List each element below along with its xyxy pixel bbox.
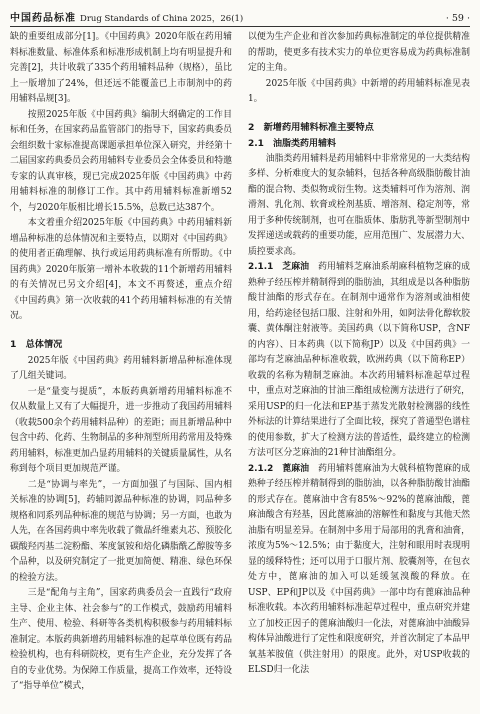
- paragraph: 2025年版《中国药典》中新增的药用辅料标准见表1。: [248, 78, 470, 104]
- paragraph: 缺的重要组成部分[1]。《中国药典》2020年版在药用辅料标准数量、标准体系和标准形成机制上均有明显提升和完善[2]，共计收载了335个药用辅料品种（规格），虽比上一版增加了24%，但还远不能覆盖已上市制剂中的药用辅料品规[3]。: [10, 32, 232, 104]
- journal-title: [10, 9, 243, 24]
- paragraph: 2025年版《中国药典》药用辅料新增品种标准体现了几组关键词。: [10, 355, 232, 381]
- paragraph: 二是“协调与率先”，一方面加强了与国际、国内相关标准的协调[5]，药辅同源品种标准的协调，同品种多规格和同系列品种标准的规范与协调；另一方面，也敢为人先，在各国药典中率先收载了微晶纤维素丸芯、预胶化碳酸羟丙基二淀粉酯、苯度氯铵和焙化磷脂酰乙醇胺等多个品种，以及研究制定了一批更加简便、精准、绿色环保的检验方法。: [10, 479, 232, 583]
- section-heading: 2 新增药用辅料标准主要特点: [248, 121, 374, 133]
- journal-name-en: Drug Standards of China 2025，26(1): [80, 14, 244, 24]
- subsubsection-heading: 2.1.1 芝麻油: [248, 262, 310, 272]
- section-heading: 1 总体情况: [10, 338, 63, 350]
- subsection-heading: 2.1 油脂类药用辅料: [248, 138, 336, 149]
- paragraph-text: 药用辅料芝麻油系胡麻科植物芝麻的成熟种子经压榨并精制得到的脂肪油，其组成是以各种脂肪酸甘油酯的形式存在。在制剂中通常作为溶剂或油相使用，给药途径包括口服、注射和外用，如阿法骨化醇软胶囊、黄体酮注射液等。美国药典（以下简称USP，含NF的内容）、日本药典（以下简称JP）以及《中国药典》一部均有芝麻油品种标准收载，欧洲药典（以下简称EP）收载的名称为精制芝麻油。本次药用辅料标准起草过程中，重点对芝麻油的甘油三酯组成检测方法进行了研究，采用USP的归一化法和EP基于蒸发光散射检测器的线性外标法的计算结果进行了全面比较，探究了普通型色谱柱的使用参数，扩大了检测方法的普适性，最终建立的检测方法可区分芝麻油的21种甘油酯组分。: [248, 262, 470, 458]
- page-number: · 59 ·: [445, 13, 470, 24]
- right-column: [248, 30, 470, 708]
- paragraph: 三是“配角与主角”，国家药典委员会一直践行“政府主导、企业主体、社会参与”的工作模式，鼓励药用辅料生产、使用、检验、科研等各类机构积极参与药用辅料标准制定。本版药典新增药用辅料标准的起草单位既有药品检验机构，也有科研院校，更有生产企业，充分发挥了各自的专业优势。为保障工作质量，提高工作效率，还特设了“指导单位”模式，: [10, 588, 232, 691]
- paragraph-with-subheading: [248, 260, 470, 462]
- paragraph-with-subheading: [248, 462, 470, 679]
- paragraph: 一是“量变与提质”，本版药典新增药用辅料标准不仅从数量上又有了大幅提升，进一步推动了我国药用辅料（收载500余个药用辅料品种）的差距；而且新增品种中包含中药、化药、生物制品的多种剂型所用药常用及特殊药用辅料，标准更加凸显药用辅料的关键质量属性，从名称到每个项目更加规范严谨。: [10, 386, 232, 474]
- paragraph: 油脂类药用辅料是药用辅料中非常常见的一大类结构多样、分析难度大的复杂辅料，包括各种高级脂肪酸甘油酯的混合物、类似物或衍生物。这类辅料可作为溶剂、润滑剂、乳化剂、软膏或栓剂基质、增溶剂、稳定剂等，常用于多种传统制剂，也可在脂质体、脂肪乳等新型制剂中发挥递送或载药的重要功能，应用范围广、发展潜力大、质控要求高。: [248, 153, 470, 257]
- paragraph: 本文着重介绍2025年版《中国药典》中药用辅料新增品种标准的总体情况和主要特点，以期对《中国药典》的使用者正确理解、执行或运用药典标准有所帮助。《中国药典》2020年版第一增补本收载的11个新增药用辅料的有关情况已另文介绍[4]，本文不再赘述，重点介绍《中国药典》第一次收载的41个药用辅料标准的有关情况。: [10, 218, 232, 321]
- page-header: [10, 6, 470, 27]
- journal-name-cn: 中国药品标准: [10, 13, 76, 24]
- left-column: [10, 30, 232, 708]
- paragraph-text: 药用辅料蓖麻油为大戟科植物蓖麻的成熟种子经压榨并精制得到的脂肪油，以各种脂肪酸甘油酯的形式存在。蓖麻油中含有85%～92%的蓖麻油酸，蓖麻油酸含有羟基，因此蓖麻油的溶解性和黏度与其他天然油脂有明显差异。在制剂中多用于局部用的乳膏和油膏，浓度为5%～12.5%；由于黏度大，注射和眼用时表现明显的缓释特性；还可以用于口服片剂、胶囊剂等，在包衣处方中，蓖麻油的加入可以延缓氢溴酸的释放。在USP、EP和JP以及《中国药典》一部中均有蓖麻油品种标准收载。本次药用辅料标准起草过程中，重点研究并建立了加校正因子的蓖麻油酸归一化法，对蓖麻油中油酸异构体异油酸进行了定性和限度研究，并首次制定了本品甲氧基苯胺值（供注射用）的限度。此外，对USP收载的ELSD归一化法: [248, 463, 470, 675]
- paragraph: 以便为生产企业和首次参加药典标准制定的单位提供精准的帮助，使更多有技术实力的单位更容易成为药典标准制定的主角。: [248, 32, 470, 73]
- subsubsection-heading: 2.1.2 蓖麻油: [248, 463, 310, 474]
- paragraph: 按照2025年版《中国药典》编制大纲确定的工作目标和任务，在国家药品监管部门的指导下，国家药典委员会组织数十家标准提高课题承担单位深入研究，并经第十二届国家药典委员会药用辅料专业委员会全体委员和特邀专家的认真审核，现已完成2025年版《中国药典》中药用辅料标准的制修订工作。其中药用辅料标准新增52个，与2020年版相比增长15.5%，总数已达387个。: [10, 109, 232, 213]
- article-body: [10, 30, 470, 708]
